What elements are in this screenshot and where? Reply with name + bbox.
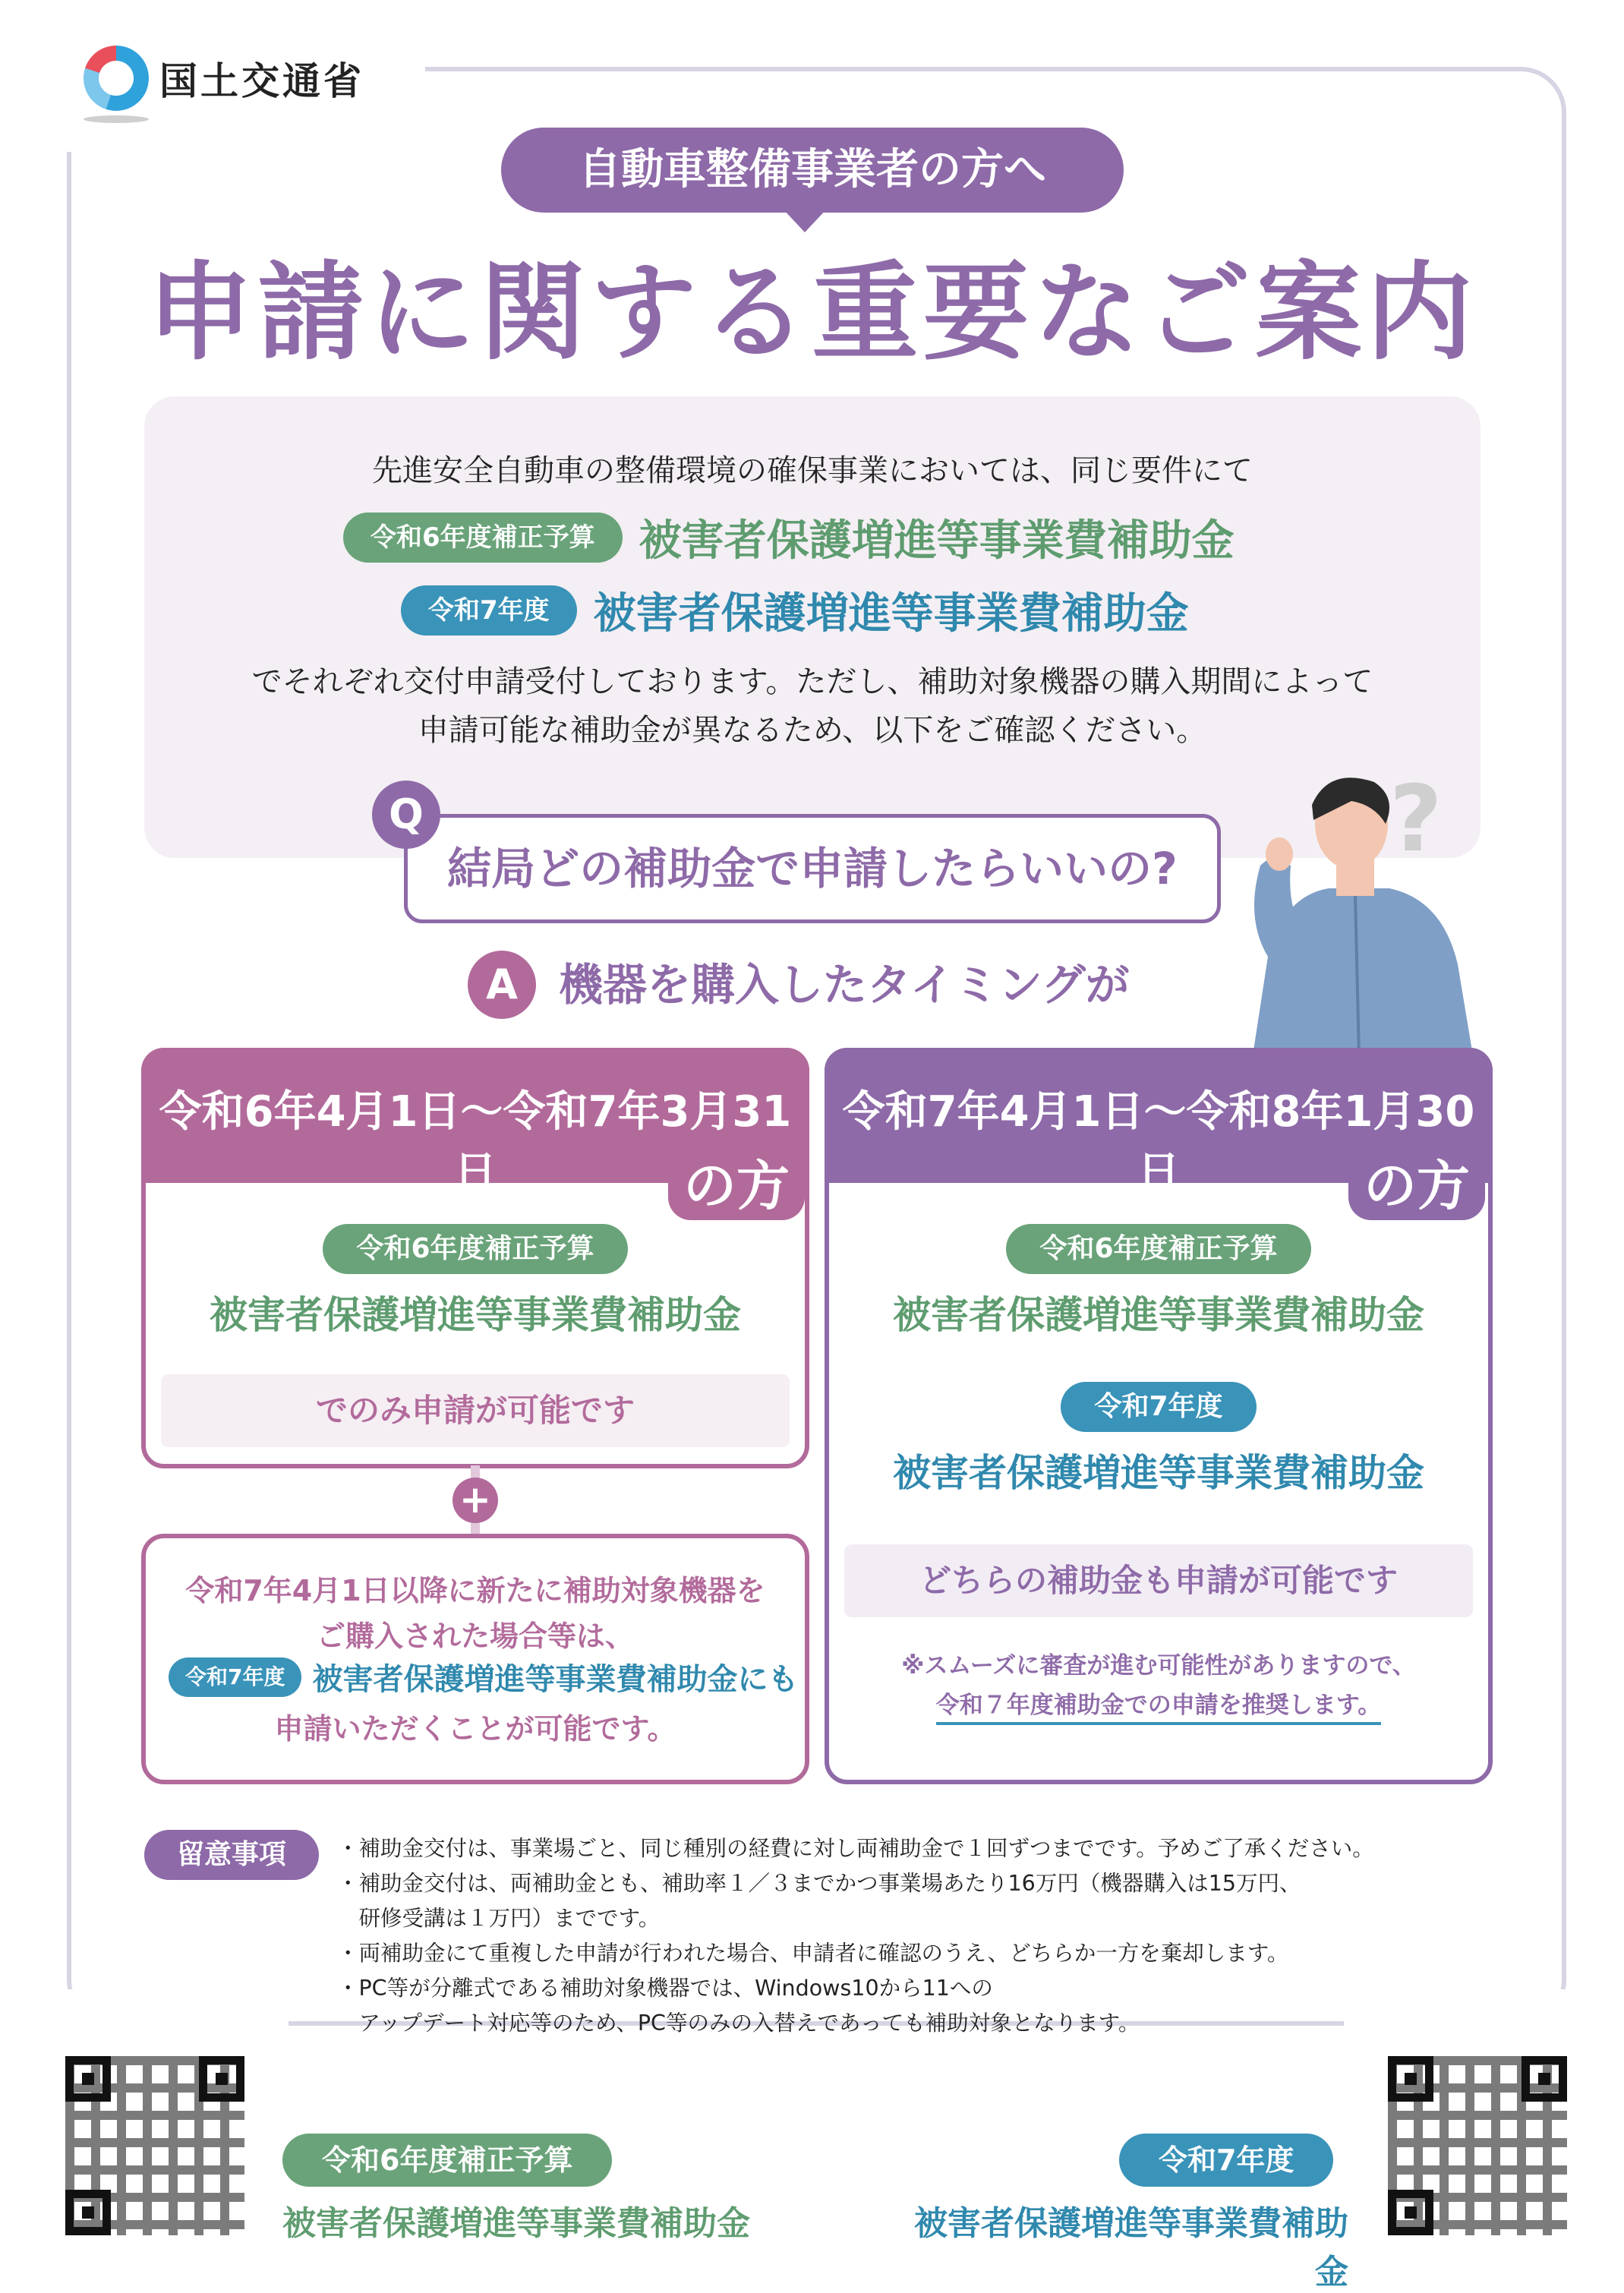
footer-r7-tag: 令和7年度: [1119, 2134, 1333, 2187]
card-r7-tag2-wrap: [825, 1382, 1493, 1432]
note-item: ・補助金交付は、両補助金とも、補助率１／３までかつ事業場あたり16万円（機器購入は15万円、: [337, 1871, 1301, 1896]
footer-r6-name: 被害者保護増進等事業費補助金: [282, 2204, 750, 2243]
grant-r6-tag: 令和6年度補正予算: [343, 513, 623, 563]
card-r7-remark-2-wrap: [825, 1686, 1493, 1720]
grant-r6-name: 被害者保護増進等事業費補助金: [639, 516, 1235, 566]
notes-list: [337, 1831, 1522, 2041]
card-r6-tag: 令和6年度補正予算: [323, 1224, 627, 1274]
card-r7-grant1: 被害者保護増進等事業費補助金: [893, 1293, 1424, 1337]
card-r6-tag-wrap: [141, 1224, 809, 1274]
card-r7-tag2: 令和7年度: [1061, 1382, 1256, 1432]
answer-text: 機器を購入したタイミングが: [559, 959, 1130, 1011]
footer-r6-tag-wrap: [282, 2134, 612, 2187]
footer-r6-tag: 令和6年度補正予算: [282, 2134, 612, 2187]
page-title: 申請に関する重要なご案内: [147, 251, 1477, 375]
thinking-person-illustration: [1222, 767, 1481, 1055]
note-item: ・PC等が分離式である補助対象機器では、Windows10から11への: [337, 1976, 993, 2001]
plus-icon: +: [453, 1478, 498, 1523]
addon-line-2: ご購入された場合等は、: [316, 1620, 634, 1653]
footer-r7-name: 被害者保護増進等事業費補助金: [914, 2204, 1348, 2291]
question-text: 結局どの補助金で申請したらいいの?: [447, 843, 1178, 894]
addon-grant: 被害者保護増進等事業費補助金にも: [312, 1662, 799, 1697]
note-item: アップデート対応等のため、PC等のみの入替えであっても補助対象となります。: [337, 2011, 1140, 2036]
emblem-shadow: [84, 115, 149, 123]
question-mark-icon: ?: [1389, 767, 1443, 872]
card-r7-suffix: の方: [1348, 1143, 1485, 1220]
ministry-logo: [84, 46, 364, 111]
addon-tag: 令和7年度: [169, 1657, 301, 1697]
q-badge: Q: [372, 781, 440, 849]
intro-line-1: 先進安全自動車の整備環境の確保事業においては、同じ要件にて: [372, 453, 1253, 488]
card-r7-note: どちらの補助金も申請が可能です: [844, 1544, 1473, 1617]
a-badge: A: [468, 951, 536, 1019]
note-item: ・両補助金にて重複した申請が行われた場合、申請者に確認のうえ、どちらか一方を棄却します。: [337, 1941, 1289, 1966]
footer-r7-tag-wrap: [1119, 2134, 1333, 2187]
intro-line-2: でそれぞれ交付申請受付しております。ただし、補助対象機器の購入期間によって: [251, 664, 1373, 699]
card-r6-suffix: の方: [668, 1143, 805, 1220]
intro-grant-r7: [401, 580, 1189, 641]
audience-banner: 自動車整備事業者の方へ: [501, 128, 1124, 213]
card-r6-grant: 被害者保護増進等事業費補助金: [210, 1293, 741, 1337]
qr-code-r6[interactable]: [65, 2056, 244, 2235]
grant-r7-name: 被害者保護増進等事業費補助金: [593, 589, 1189, 639]
card-r6-period: 令和6年4月1日〜令和7年3月31日: [159, 1087, 792, 1197]
card-r7-remark-1: ※スムーズに審査が進む可能性がありますので、: [901, 1652, 1416, 1680]
notes-label: 留意事項: [144, 1830, 319, 1880]
card-r7-grant2: 被害者保護増進等事業費補助金: [893, 1451, 1424, 1495]
ministry-emblem-icon: [84, 46, 149, 111]
intro-line-3: 申請可能な補助金が異なるため、以下をご確認ください。: [418, 713, 1207, 748]
card-r6-note: でのみ申請が可能です: [161, 1374, 790, 1447]
card-r7-tag1-wrap: [825, 1224, 1493, 1274]
addon-line-1: 令和7年4月1日以降に新たに補助対象機器を: [185, 1574, 765, 1607]
card-r7-remark-2: 令和７年度補助金での申請を推奨します。: [936, 1692, 1382, 1725]
note-item: ・補助金交付は、事業場ごと、同じ種別の経費に対し両補助金で１回ずつまでです。予めご了承ください。: [337, 1836, 1374, 1861]
intro-grant-r6: [343, 507, 1235, 568]
card-r7-period: 令和7年4月1日〜令和8年1月30日: [842, 1087, 1475, 1197]
note-item: 研修受講は１万円）までです。: [337, 1906, 661, 1931]
qr-code-r7[interactable]: [1388, 2056, 1567, 2235]
addon-line-3: [169, 1655, 798, 1698]
card-r7-tag1: 令和6年度補正予算: [1006, 1224, 1310, 1274]
ministry-name: 国土交通省: [159, 59, 364, 103]
addon-line-4: 申請いただくことが可能です。: [274, 1712, 676, 1746]
grant-r7-tag: 令和7年度: [401, 585, 577, 636]
